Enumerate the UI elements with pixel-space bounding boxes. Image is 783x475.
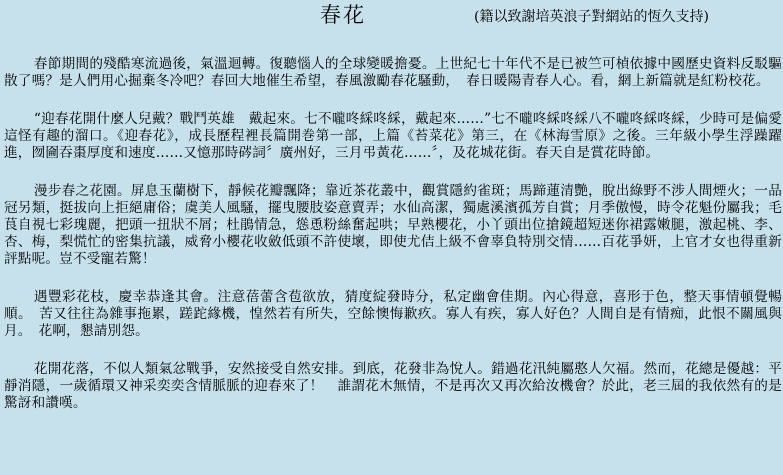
page-title: 春花	[320, 3, 366, 27]
article-body	[4, 56, 782, 433]
paragraph-1: 春節期間的殘酷寒流過後，氣溫迴轉。復聽惱人的全球變暖擔憂。上世紀七十年代不是已被竺可楨依據中國歷史資料反駁驅散了嗎？是人們用心掘棄冬冷吧？春回大地催生希望，春風激勵春花騷動， 春日暖陽青春人心。看，網上新篇就是紅粉校花。	[4, 56, 782, 89]
paragraph-3: 漫步春之花園。屏息玉蘭樹下，靜候花瓣飄降；靠近茶花叢中，觀賞隱約雀斑；馬蹄蓮清艷，脫出綠野不涉人間煙火；一品冠另類，挺拔向上拒絕庸俗；虞美人風騷，擺曳腰肢姿意賣弄；水仙高潔，獨處溪濱孤芳自賞；月季傲慢，時令花魁份屬我；毛茛自視七彩瑰麗，把頭一扭狀不屑；杜鵑情急，慫恿粉絲奮起哄；早熟櫻花，小丫頭出位搶鏡超短迷你裙露嫩腿，激起桃、李、杏、梅，梨慌忙的密集抗議，威脅小櫻花收斂低頭不許使壞，即使尤佶上級不會辜負特別交情……百花爭妍，上官才女也得重新評點呢。豈不受寵若驚！	[4, 183, 782, 267]
dedication-subtitle: (籍以致謝培英浪子對網站的恆久支持)	[474, 9, 709, 25]
paragraph-4: 遇豐彩花枝，慶幸恭逢其會。注意蓓蕾含苞欲放，猜度綻發時分，私定幽會佳期。內心得意，喜形于色，整天事情頓覺暢順。 苦又往往為雜事拖累，蹉跎緣機，惶然若有所失，空餘懊悔歉疚。寡人有疾，寡人好色？人間自是有情痴，此恨不關風與月。 花啊，懇請別怨。	[4, 289, 782, 339]
paragraph-5: 花開花落，不似人類氣忿戰爭，安然接受自然安排。到底，花發非為悅人。錯過花汛純屬憨人欠福。然而，花總是優越：平靜消隱，一歲循環又神采奕奕含情脈脈的迎春來了！ 誰謂花木無情，不是再次又再次給汝機會？於此，老三屆的我依然有的是驚訝和讚嘆。	[4, 361, 782, 411]
paragraph-2: “迎春花開什麼人兒戴？戰鬥英雄 戴起來。七不嚨咚綵咚綵，戴起來……”七不嚨咚綵咚綵八不嚨咚綵咚綵，少時可是偏愛這怪有趣的溜口。《迎春花》，成長歷程裡長篇開巻第一部，上篇《苔菜花》第三，在《林海雪原》之後。三年級小學生浮躁躍進，囫圇吞棗厚度和速度……又憶那時硶詞〞廣州好，三月弔黃花……〞，及花城花街。春天自是賞花時節。	[4, 111, 782, 161]
page-header	[0, 0, 783, 34]
